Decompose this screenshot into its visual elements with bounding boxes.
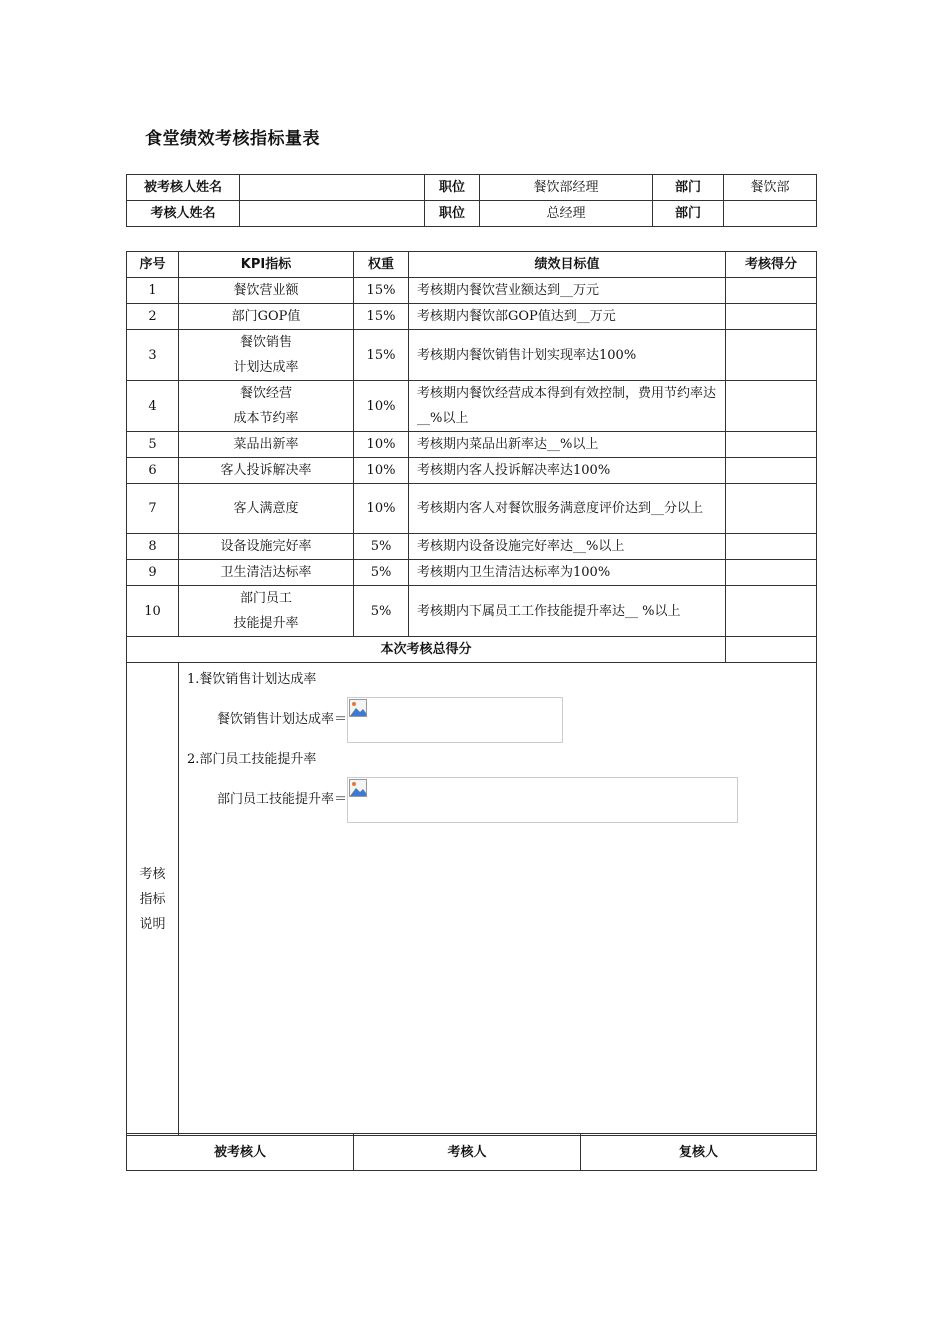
table-row	[127, 432, 817, 458]
personnel-info-table	[126, 174, 817, 227]
kpi-weight: 10%	[354, 484, 409, 534]
kpi-target: 考核期内餐饮销售计划实现率达100%	[409, 330, 726, 381]
row-number: 5	[127, 432, 179, 458]
kpi-indicator: 设备设施完好率	[179, 534, 354, 560]
kpi-indicator	[179, 381, 354, 432]
kpi-weight: 15%	[354, 304, 409, 330]
side-label-line: 考核	[139, 866, 166, 882]
kpi-indicator: 客人满意度	[179, 484, 354, 534]
table-row	[127, 330, 817, 381]
kpi-indicator: 菜品出新率	[179, 432, 354, 458]
kpi-target: 考核期内客人对餐饮服务满意度评价达到__分以上	[409, 484, 726, 534]
table-row	[127, 560, 817, 586]
kpi-indicator: 部门GOP值	[179, 304, 354, 330]
kpi-score[interactable]	[726, 534, 817, 560]
formula-1-image	[347, 697, 563, 743]
kpi-indicator	[179, 330, 354, 381]
position-value: 餐饮部经理	[480, 175, 653, 201]
kpi-indicator: 餐饮营业额	[179, 278, 354, 304]
side-label-line: 说明	[139, 916, 166, 932]
kpi-score[interactable]	[726, 484, 817, 534]
assessor-name-field[interactable]	[240, 201, 425, 227]
kpi-weight: 10%	[354, 432, 409, 458]
kpi-target: 考核期内餐饮部GOP值达到__万元	[409, 304, 726, 330]
signature-table	[126, 1133, 817, 1171]
kpi-target: 考核期内客人投诉解决率达100%	[409, 458, 726, 484]
kpi-weight: 5%	[354, 586, 409, 637]
department-label: 部门	[653, 175, 724, 201]
assessee-name-label: 被考核人姓名	[127, 175, 240, 201]
row-number: 4	[127, 381, 179, 432]
department-value[interactable]	[724, 201, 817, 227]
assessee-row	[127, 175, 817, 201]
row-number: 10	[127, 586, 179, 637]
reviewer-signature[interactable]: 复核人	[581, 1134, 817, 1171]
assessor-name-label: 考核人姓名	[127, 201, 240, 227]
row-number: 8	[127, 534, 179, 560]
row-number: 9	[127, 560, 179, 586]
assessee-signature[interactable]: 被考核人	[127, 1134, 354, 1171]
formula-2	[217, 777, 808, 823]
kpi-indicator	[179, 586, 354, 637]
formula-1-label: 餐饮销售计划达成率＝	[217, 712, 348, 727]
explanation-side-label	[127, 663, 179, 1136]
kpi-weight: 15%	[354, 330, 409, 381]
kpi-weight: 10%	[354, 381, 409, 432]
assessor-signature[interactable]: 考核人	[354, 1134, 581, 1171]
col-header: 考核得分	[726, 252, 817, 278]
position-value: 总经理	[480, 201, 653, 227]
explanation-item-1-title: 1.餐饮销售计划达成率	[187, 672, 317, 687]
col-header: 绩效目标值	[409, 252, 726, 278]
kpi-indicator: 客人投诉解决率	[179, 458, 354, 484]
explanation-row	[127, 663, 817, 1136]
row-number: 6	[127, 458, 179, 484]
kpi-score[interactable]	[726, 560, 817, 586]
row-number: 7	[127, 484, 179, 534]
department-label: 部门	[653, 201, 724, 227]
kpi-target: 考核期内设备设施完好率达__%以上	[409, 534, 726, 560]
kpi-score[interactable]	[726, 586, 817, 637]
kpi-indicator-line: 餐饮销售	[239, 335, 292, 350]
col-header: 序号	[127, 252, 179, 278]
kpi-target: 考核期内下属员工工作技能提升率达__ %以上	[409, 586, 726, 637]
kpi-score[interactable]	[726, 304, 817, 330]
kpi-weight: 5%	[354, 534, 409, 560]
kpi-weight: 15%	[354, 278, 409, 304]
kpi-indicator-line: 部门员工	[239, 591, 292, 606]
explanation-item-2-title: 2.部门员工技能提升率	[187, 752, 317, 767]
table-row	[127, 304, 817, 330]
kpi-table	[126, 251, 817, 1136]
col-header: 权重	[354, 252, 409, 278]
signature-row	[127, 1134, 817, 1171]
kpi-score[interactable]	[726, 330, 817, 381]
kpi-score[interactable]	[726, 458, 817, 484]
row-number: 2	[127, 304, 179, 330]
kpi-header-row	[127, 252, 817, 278]
kpi-score[interactable]	[726, 432, 817, 458]
kpi-target: 考核期内餐饮营业额达到__万元	[409, 278, 726, 304]
explanation-content	[179, 663, 817, 1136]
table-row	[127, 586, 817, 637]
table-row	[127, 534, 817, 560]
table-row	[127, 458, 817, 484]
position-label: 职位	[425, 175, 480, 201]
page-title: 食堂绩效考核指标量表	[145, 129, 320, 149]
table-row	[127, 381, 817, 432]
row-number: 1	[127, 278, 179, 304]
formula-2-label: 部门员工技能提升率＝	[217, 792, 348, 807]
formula-2-image	[347, 777, 738, 823]
kpi-target: 考核期内餐饮经营成本得到有效控制，费用节约率达__%以上	[409, 381, 726, 432]
total-score-label: 本次考核总得分	[127, 637, 726, 663]
department-value: 餐饮部	[724, 175, 817, 201]
kpi-indicator-line: 计划达成率	[233, 360, 299, 375]
assessee-name-field[interactable]	[240, 175, 425, 201]
kpi-indicator-line: 餐饮经营	[239, 386, 292, 401]
kpi-indicator-line: 技能提升率	[233, 616, 299, 631]
row-number: 3	[127, 330, 179, 381]
table-row	[127, 278, 817, 304]
total-row	[127, 637, 817, 663]
side-label-line: 指标	[139, 891, 166, 907]
kpi-score[interactable]	[726, 381, 817, 432]
kpi-weight: 10%	[354, 458, 409, 484]
position-label: 职位	[425, 201, 480, 227]
broken-image-icon	[349, 779, 367, 797]
table-row	[127, 484, 817, 534]
kpi-weight: 5%	[354, 560, 409, 586]
kpi-target: 考核期内菜品出新率达__%以上	[409, 432, 726, 458]
kpi-score[interactable]	[726, 278, 817, 304]
total-score-value[interactable]	[726, 637, 817, 663]
assessor-row	[127, 201, 817, 227]
kpi-indicator-line: 成本节约率	[233, 411, 299, 426]
broken-image-icon	[349, 699, 367, 717]
formula-1	[217, 697, 808, 743]
kpi-indicator: 卫生清洁达标率	[179, 560, 354, 586]
col-header: KPI指标	[179, 252, 354, 278]
kpi-target: 考核期内卫生清洁达标率为100%	[409, 560, 726, 586]
